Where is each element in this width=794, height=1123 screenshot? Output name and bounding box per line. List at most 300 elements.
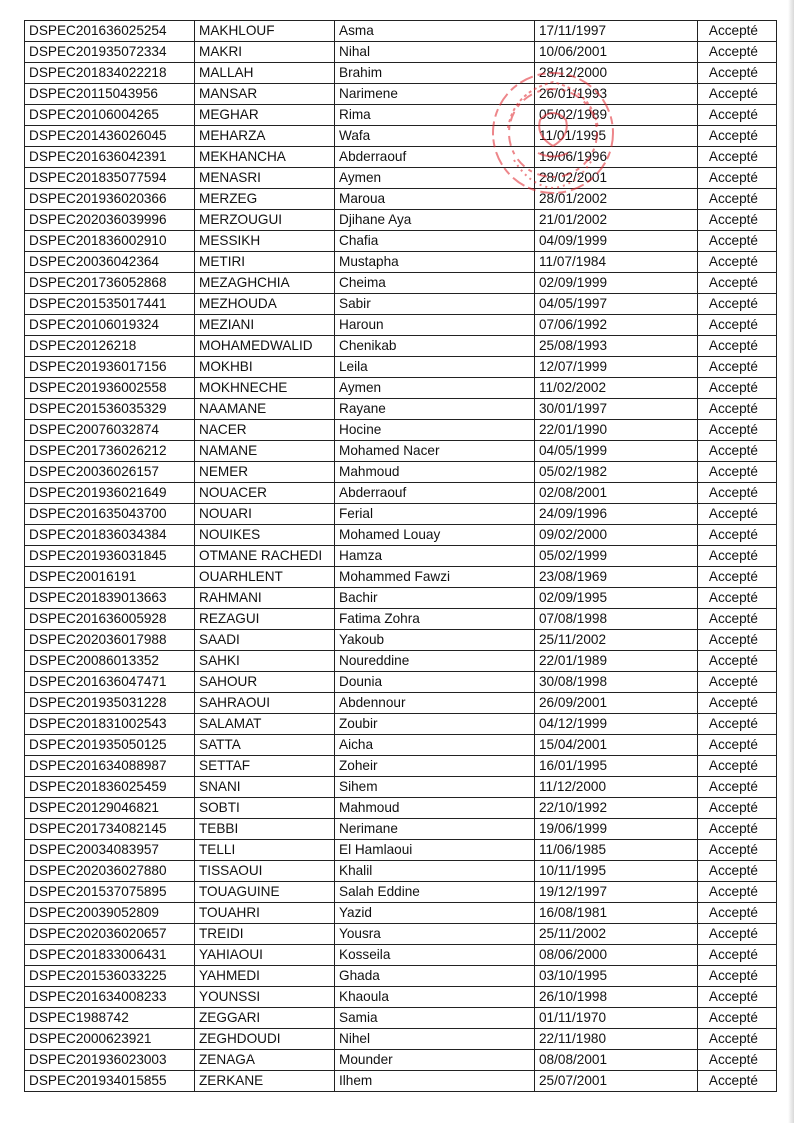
- candidate-birth-date: 09/02/2000: [535, 525, 698, 546]
- candidate-last-name: MEGHAR: [195, 105, 335, 126]
- table-row: [25, 252, 777, 273]
- candidate-status: Accepté: [698, 882, 777, 903]
- candidate-birth-date: 19/06/1996: [535, 147, 698, 168]
- candidate-first-name: Sabir: [335, 294, 535, 315]
- candidate-id: DSPEC201734082145: [25, 819, 195, 840]
- candidate-last-name: YAHMEDI: [195, 966, 335, 987]
- candidate-last-name: MOHAMEDWALID: [195, 336, 335, 357]
- candidate-id: DSPEC201736026212: [25, 441, 195, 462]
- candidate-last-name: NOUARI: [195, 504, 335, 525]
- candidate-last-name: MEHARZA: [195, 126, 335, 147]
- candidate-birth-date: 04/05/1997: [535, 294, 698, 315]
- candidate-first-name: Aicha: [335, 735, 535, 756]
- candidate-status: Accepté: [698, 273, 777, 294]
- candidate-first-name: Ilhem: [335, 1071, 535, 1092]
- table-row: [25, 189, 777, 210]
- candidate-id: DSPEC201634008233: [25, 987, 195, 1008]
- candidate-last-name: RAHMANI: [195, 588, 335, 609]
- candidate-status: Accepté: [698, 105, 777, 126]
- table-row: [25, 924, 777, 945]
- candidate-id: DSPEC201936020366: [25, 189, 195, 210]
- candidate-last-name: ZENAGA: [195, 1050, 335, 1071]
- candidate-status: Accepté: [698, 945, 777, 966]
- candidate-id: DSPEC201836025459: [25, 777, 195, 798]
- candidate-status: Accepté: [698, 1029, 777, 1050]
- candidate-id: DSPEC201936002558: [25, 378, 195, 399]
- candidate-birth-date: 11/12/2000: [535, 777, 698, 798]
- candidate-last-name: MENASRI: [195, 168, 335, 189]
- candidate-first-name: Yousra: [335, 924, 535, 945]
- candidate-last-name: MALLAH: [195, 63, 335, 84]
- candidate-first-name: Chenikab: [335, 336, 535, 357]
- candidate-id: DSPEC201635043700: [25, 504, 195, 525]
- candidate-status: Accepté: [698, 798, 777, 819]
- candidate-last-name: MOKHNECHE: [195, 378, 335, 399]
- candidate-birth-date: 26/09/2001: [535, 693, 698, 714]
- table-row: [25, 630, 777, 651]
- candidate-last-name: MEZIANI: [195, 315, 335, 336]
- candidate-last-name: MAKRI: [195, 42, 335, 63]
- table-row: [25, 378, 777, 399]
- candidate-birth-date: 28/01/2002: [535, 189, 698, 210]
- candidate-first-name: Yazid: [335, 903, 535, 924]
- table-row: [25, 903, 777, 924]
- candidate-last-name: TISSAOUI: [195, 861, 335, 882]
- candidate-last-name: SNANI: [195, 777, 335, 798]
- candidate-first-name: Djihane Aya: [335, 210, 535, 231]
- candidate-first-name: Wafa: [335, 126, 535, 147]
- candidate-last-name: TOUAGUINE: [195, 882, 335, 903]
- candidate-status: Accepté: [698, 840, 777, 861]
- table-row: [25, 210, 777, 231]
- candidate-last-name: NEMER: [195, 462, 335, 483]
- candidate-status: Accepté: [698, 903, 777, 924]
- candidate-last-name: MAKHLOUF: [195, 21, 335, 42]
- candidate-id: DSPEC201833006431: [25, 945, 195, 966]
- candidate-status: Accepté: [698, 861, 777, 882]
- candidate-first-name: Haroun: [335, 315, 535, 336]
- candidate-first-name: Dounia: [335, 672, 535, 693]
- candidate-status: Accepté: [698, 42, 777, 63]
- candidate-first-name: Zoheir: [335, 756, 535, 777]
- candidate-birth-date: 07/08/1998: [535, 609, 698, 630]
- candidate-birth-date: 22/11/1980: [535, 1029, 698, 1050]
- candidate-first-name: Nerimane: [335, 819, 535, 840]
- candidate-id: DSPEC201536033225: [25, 966, 195, 987]
- candidate-first-name: Leila: [335, 357, 535, 378]
- candidate-id: DSPEC201535017441: [25, 294, 195, 315]
- candidate-status: Accepté: [698, 21, 777, 42]
- candidate-last-name: TREIDI: [195, 924, 335, 945]
- candidate-last-name: SAHRAOUI: [195, 693, 335, 714]
- candidate-birth-date: 30/08/1998: [535, 672, 698, 693]
- candidate-status: Accepté: [698, 630, 777, 651]
- candidate-last-name: TOUAHRI: [195, 903, 335, 924]
- candidate-birth-date: 16/01/1995: [535, 756, 698, 777]
- candidate-status: Accepté: [698, 924, 777, 945]
- candidate-status: Accepté: [698, 714, 777, 735]
- table-row: [25, 756, 777, 777]
- table-row: [25, 525, 777, 546]
- candidate-first-name: Ferial: [335, 504, 535, 525]
- table-row: [25, 861, 777, 882]
- candidate-last-name: OUARHLENT: [195, 567, 335, 588]
- candidate-status: Accepté: [698, 1008, 777, 1029]
- candidate-birth-date: 05/02/1989: [535, 105, 698, 126]
- candidate-birth-date: 10/11/1995: [535, 861, 698, 882]
- candidate-status: Accepté: [698, 189, 777, 210]
- results-table-body: [25, 21, 777, 1092]
- candidate-first-name: Mounder: [335, 1050, 535, 1071]
- candidate-id: DSPEC20016191: [25, 567, 195, 588]
- candidate-id: DSPEC202036020657: [25, 924, 195, 945]
- candidate-id: DSPEC201736052868: [25, 273, 195, 294]
- candidate-last-name: SETTAF: [195, 756, 335, 777]
- candidate-status: Accepté: [698, 777, 777, 798]
- candidate-id: DSPEC201636025254: [25, 21, 195, 42]
- candidate-first-name: Abdennour: [335, 693, 535, 714]
- candidate-last-name: METIRI: [195, 252, 335, 273]
- candidate-first-name: Mohamed Louay: [335, 525, 535, 546]
- results-table: [24, 20, 777, 1092]
- candidate-last-name: MEZHOUDA: [195, 294, 335, 315]
- candidate-id: DSPEC201935050125: [25, 735, 195, 756]
- table-row: [25, 105, 777, 126]
- candidate-status: Accepté: [698, 441, 777, 462]
- candidate-id: DSPEC20106019324: [25, 315, 195, 336]
- table-row: [25, 546, 777, 567]
- scan-edge-shadow: [788, 0, 794, 1123]
- candidate-last-name: NAAMANE: [195, 399, 335, 420]
- table-row: [25, 1050, 777, 1071]
- candidate-status: Accepté: [698, 966, 777, 987]
- candidate-id: DSPEC202036027880: [25, 861, 195, 882]
- candidate-last-name: MERZOUGUI: [195, 210, 335, 231]
- candidate-status: Accepté: [698, 357, 777, 378]
- candidate-birth-date: 15/04/2001: [535, 735, 698, 756]
- candidate-status: Accepté: [698, 546, 777, 567]
- candidate-first-name: Aymen: [335, 378, 535, 399]
- candidate-first-name: Maroua: [335, 189, 535, 210]
- candidate-first-name: Aymen: [335, 168, 535, 189]
- candidate-status: Accepté: [698, 420, 777, 441]
- candidate-birth-date: 02/08/2001: [535, 483, 698, 504]
- candidate-birth-date: 22/10/1992: [535, 798, 698, 819]
- candidate-birth-date: 28/12/2000: [535, 63, 698, 84]
- candidate-status: Accepté: [698, 588, 777, 609]
- candidate-birth-date: 05/02/1999: [535, 546, 698, 567]
- candidate-last-name: MOKHBI: [195, 357, 335, 378]
- candidate-last-name: SALAMAT: [195, 714, 335, 735]
- candidate-id: DSPEC201537075895: [25, 882, 195, 903]
- candidate-id: DSPEC202036017988: [25, 630, 195, 651]
- candidate-first-name: Mustapha: [335, 252, 535, 273]
- candidate-birth-date: 26/01/1993: [535, 84, 698, 105]
- candidate-status: Accepté: [698, 462, 777, 483]
- table-row: [25, 882, 777, 903]
- candidate-status: Accepté: [698, 84, 777, 105]
- candidate-first-name: Khalil: [335, 861, 535, 882]
- candidate-birth-date: 02/09/1999: [535, 273, 698, 294]
- candidate-status: Accepté: [698, 672, 777, 693]
- candidate-first-name: Nihal: [335, 42, 535, 63]
- table-row: [25, 42, 777, 63]
- candidate-birth-date: 25/07/2001: [535, 1071, 698, 1092]
- candidate-id: DSPEC1988742: [25, 1008, 195, 1029]
- candidate-birth-date: 04/05/1999: [535, 441, 698, 462]
- candidate-birth-date: 03/10/1995: [535, 966, 698, 987]
- candidate-birth-date: 19/12/1997: [535, 882, 698, 903]
- candidate-first-name: Salah Eddine: [335, 882, 535, 903]
- candidate-id: DSPEC20039052809: [25, 903, 195, 924]
- table-row: [25, 672, 777, 693]
- candidate-birth-date: 25/11/2002: [535, 630, 698, 651]
- candidate-birth-date: 01/11/1970: [535, 1008, 698, 1029]
- candidate-last-name: OTMANE RACHEDI: [195, 546, 335, 567]
- table-row: [25, 798, 777, 819]
- candidate-last-name: MERZEG: [195, 189, 335, 210]
- candidate-last-name: YAHIAOUI: [195, 945, 335, 966]
- candidate-id: DSPEC20126218: [25, 336, 195, 357]
- candidate-last-name: ZEGHDOUDI: [195, 1029, 335, 1050]
- candidate-id: DSPEC201636005928: [25, 609, 195, 630]
- candidate-birth-date: 28/02/2001: [535, 168, 698, 189]
- candidate-first-name: Narimene: [335, 84, 535, 105]
- candidate-id: DSPEC201834022218: [25, 63, 195, 84]
- candidate-first-name: Ghada: [335, 966, 535, 987]
- candidate-id: DSPEC202036039996: [25, 210, 195, 231]
- table-row: [25, 1029, 777, 1050]
- table-row: [25, 357, 777, 378]
- candidate-status: Accepté: [698, 567, 777, 588]
- candidate-id: DSPEC201636042391: [25, 147, 195, 168]
- table-row: [25, 483, 777, 504]
- candidate-id: DSPEC201935072334: [25, 42, 195, 63]
- candidate-last-name: MEZAGHCHIA: [195, 273, 335, 294]
- candidate-first-name: Khaoula: [335, 987, 535, 1008]
- candidate-birth-date: 30/01/1997: [535, 399, 698, 420]
- candidate-birth-date: 10/06/2001: [535, 42, 698, 63]
- table-row: [25, 609, 777, 630]
- candidate-status: Accepté: [698, 1071, 777, 1092]
- candidate-first-name: Bachir: [335, 588, 535, 609]
- candidate-birth-date: 12/07/1999: [535, 357, 698, 378]
- candidate-status: Accepté: [698, 525, 777, 546]
- candidate-status: Accepté: [698, 483, 777, 504]
- candidate-id: DSPEC20036026157: [25, 462, 195, 483]
- candidate-status: Accepté: [698, 231, 777, 252]
- candidate-first-name: Mahmoud: [335, 462, 535, 483]
- table-row: [25, 714, 777, 735]
- candidate-birth-date: 19/06/1999: [535, 819, 698, 840]
- table-row: [25, 735, 777, 756]
- candidate-id: DSPEC201836002910: [25, 231, 195, 252]
- candidate-first-name: Mohammed Fawzi: [335, 567, 535, 588]
- candidate-birth-date: 04/12/1999: [535, 714, 698, 735]
- candidate-status: Accepté: [698, 126, 777, 147]
- candidate-last-name: YOUNSSI: [195, 987, 335, 1008]
- table-row: [25, 84, 777, 105]
- candidate-last-name: TEBBI: [195, 819, 335, 840]
- candidate-birth-date: 21/01/2002: [535, 210, 698, 231]
- candidate-first-name: Yakoub: [335, 630, 535, 651]
- candidate-last-name: ZEGGARI: [195, 1008, 335, 1029]
- candidate-status: Accepté: [698, 756, 777, 777]
- candidate-first-name: Cheima: [335, 273, 535, 294]
- candidate-last-name: SAHKI: [195, 651, 335, 672]
- candidate-id: DSPEC201831002543: [25, 714, 195, 735]
- candidate-birth-date: 07/06/1992: [535, 315, 698, 336]
- candidate-id: DSPEC201839013663: [25, 588, 195, 609]
- candidate-status: Accepté: [698, 693, 777, 714]
- table-row: [25, 819, 777, 840]
- table-row: [25, 315, 777, 336]
- candidate-status: Accepté: [698, 336, 777, 357]
- candidate-first-name: Rima: [335, 105, 535, 126]
- table-row: [25, 693, 777, 714]
- candidate-id: DSPEC201536035329: [25, 399, 195, 420]
- table-row: [25, 504, 777, 525]
- candidate-id: DSPEC2000623921: [25, 1029, 195, 1050]
- candidate-birth-date: 11/02/2002: [535, 378, 698, 399]
- candidate-last-name: ZERKANE: [195, 1071, 335, 1092]
- candidate-birth-date: 11/07/1984: [535, 252, 698, 273]
- candidate-first-name: Mohamed Nacer: [335, 441, 535, 462]
- table-row: [25, 567, 777, 588]
- candidate-first-name: Hocine: [335, 420, 535, 441]
- candidate-last-name: NOUIKES: [195, 525, 335, 546]
- candidate-status: Accepté: [698, 315, 777, 336]
- candidate-status: Accepté: [698, 294, 777, 315]
- candidate-id: DSPEC201935031228: [25, 693, 195, 714]
- candidate-status: Accepté: [698, 504, 777, 525]
- candidate-status: Accepté: [698, 735, 777, 756]
- candidate-first-name: Rayane: [335, 399, 535, 420]
- candidate-last-name: NACER: [195, 420, 335, 441]
- candidate-id: DSPEC201634088987: [25, 756, 195, 777]
- candidate-first-name: Abderraouf: [335, 147, 535, 168]
- candidate-last-name: SAADI: [195, 630, 335, 651]
- table-row: [25, 420, 777, 441]
- table-row: [25, 63, 777, 84]
- candidate-first-name: Brahim: [335, 63, 535, 84]
- candidate-first-name: Chafia: [335, 231, 535, 252]
- candidate-last-name: MANSAR: [195, 84, 335, 105]
- candidate-birth-date: 11/06/1985: [535, 840, 698, 861]
- table-row: [25, 231, 777, 252]
- candidate-first-name: Hamza: [335, 546, 535, 567]
- candidate-id: DSPEC201836034384: [25, 525, 195, 546]
- candidate-last-name: SATTA: [195, 735, 335, 756]
- candidate-first-name: Abderraouf: [335, 483, 535, 504]
- candidate-last-name: MEKHANCHA: [195, 147, 335, 168]
- candidate-birth-date: 25/11/2002: [535, 924, 698, 945]
- table-row: [25, 441, 777, 462]
- candidate-status: Accepté: [698, 147, 777, 168]
- candidate-id: DSPEC201636047471: [25, 672, 195, 693]
- table-row: [25, 126, 777, 147]
- candidate-birth-date: 11/01/1995: [535, 126, 698, 147]
- candidate-first-name: Fatima Zohra: [335, 609, 535, 630]
- candidate-status: Accepté: [698, 1050, 777, 1071]
- candidate-last-name: SAHOUR: [195, 672, 335, 693]
- candidate-first-name: Sihem: [335, 777, 535, 798]
- table-row: [25, 462, 777, 483]
- candidate-id: DSPEC201934015855: [25, 1071, 195, 1092]
- candidate-id: DSPEC201835077594: [25, 168, 195, 189]
- candidate-birth-date: 04/09/1999: [535, 231, 698, 252]
- candidate-first-name: Asma: [335, 21, 535, 42]
- candidate-first-name: Samia: [335, 1008, 535, 1029]
- candidate-status: Accepté: [698, 63, 777, 84]
- table-row: [25, 840, 777, 861]
- table-row: [25, 294, 777, 315]
- candidate-last-name: MESSIKH: [195, 231, 335, 252]
- candidate-birth-date: 22/01/1989: [535, 651, 698, 672]
- candidate-id: DSPEC20115043956: [25, 84, 195, 105]
- candidate-first-name: El Hamlaoui: [335, 840, 535, 861]
- candidate-birth-date: 05/02/1982: [535, 462, 698, 483]
- table-row: [25, 273, 777, 294]
- candidate-id: DSPEC201936031845: [25, 546, 195, 567]
- candidate-id: DSPEC20086013352: [25, 651, 195, 672]
- candidate-status: Accepté: [698, 399, 777, 420]
- table-row: [25, 21, 777, 42]
- candidate-birth-date: 22/01/1990: [535, 420, 698, 441]
- candidate-first-name: Zoubir: [335, 714, 535, 735]
- candidate-birth-date: 24/09/1996: [535, 504, 698, 525]
- candidate-id: DSPEC20106004265: [25, 105, 195, 126]
- candidate-status: Accepté: [698, 210, 777, 231]
- candidate-status: Accepté: [698, 168, 777, 189]
- candidate-birth-date: 25/08/1993: [535, 336, 698, 357]
- table-row: [25, 588, 777, 609]
- candidate-status: Accepté: [698, 651, 777, 672]
- table-row: [25, 945, 777, 966]
- candidate-birth-date: 02/09/1995: [535, 588, 698, 609]
- candidate-birth-date: 26/10/1998: [535, 987, 698, 1008]
- table-row: [25, 987, 777, 1008]
- table-row: [25, 147, 777, 168]
- candidate-birth-date: 23/08/1969: [535, 567, 698, 588]
- candidate-first-name: Mahmoud: [335, 798, 535, 819]
- table-row: [25, 966, 777, 987]
- candidate-id: DSPEC20034083957: [25, 840, 195, 861]
- candidate-birth-date: 16/08/1981: [535, 903, 698, 924]
- candidate-birth-date: 17/11/1997: [535, 21, 698, 42]
- candidate-id: DSPEC201936023003: [25, 1050, 195, 1071]
- table-row: [25, 336, 777, 357]
- candidate-first-name: Noureddine: [335, 651, 535, 672]
- candidate-last-name: NAMANE: [195, 441, 335, 462]
- candidate-status: Accepté: [698, 819, 777, 840]
- candidate-birth-date: 08/06/2000: [535, 945, 698, 966]
- table-row: [25, 651, 777, 672]
- candidate-status: Accepté: [698, 252, 777, 273]
- candidate-birth-date: 08/08/2001: [535, 1050, 698, 1071]
- candidate-id: DSPEC201436026045: [25, 126, 195, 147]
- candidate-id: DSPEC20129046821: [25, 798, 195, 819]
- table-row: [25, 168, 777, 189]
- candidate-last-name: TELLI: [195, 840, 335, 861]
- candidate-last-name: REZAGUI: [195, 609, 335, 630]
- candidate-id: DSPEC201936021649: [25, 483, 195, 504]
- candidate-id: DSPEC20036042364: [25, 252, 195, 273]
- table-row: [25, 777, 777, 798]
- table-row: [25, 399, 777, 420]
- candidate-status: Accepté: [698, 987, 777, 1008]
- candidate-id: DSPEC201936017156: [25, 357, 195, 378]
